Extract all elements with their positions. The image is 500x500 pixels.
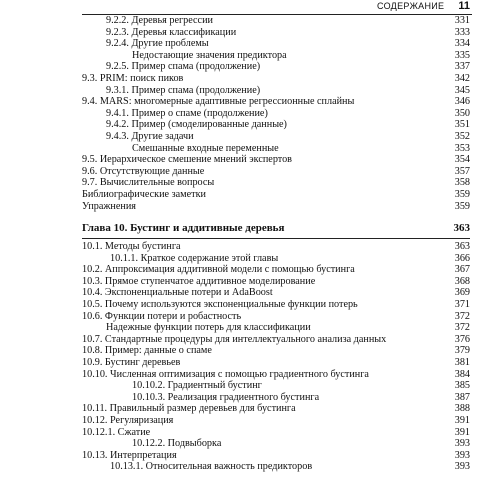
toc-entry[interactable] [82,166,470,178]
page-number: 11 [458,0,470,12]
toc-entry[interactable] [82,450,470,462]
toc-entry[interactable] [82,15,470,27]
toc-entry-page: 368 [454,275,470,287]
toc-entry[interactable] [82,345,470,357]
toc-section-chapter-10 [82,241,470,473]
toc-entry-page: 369 [454,287,470,299]
toc-entry[interactable] [82,96,470,108]
toc-entry-page: 391 [454,426,470,438]
toc-entry-title: 10.5. Почему используются экспоненциальные функции потерь [82,299,358,311]
toc-entry[interactable] [82,427,470,439]
toc-entry-page: 387 [454,391,470,403]
toc-entry-page: 381 [454,357,470,369]
toc-entry-page: 345 [454,84,470,96]
toc-entry-title: 10.2. Аппроксимация аддитивной модели с помощью бустинга [82,264,355,276]
toc-entry-page: 334 [454,38,470,50]
toc-entry[interactable] [82,38,470,50]
toc-entry[interactable] [82,334,470,346]
toc-entry-page: 371 [454,299,470,311]
toc-entry[interactable] [82,73,470,85]
toc-entry[interactable] [82,369,470,381]
toc-entry-title: 9.4.3. Другие задачи [106,130,194,142]
toc-entry-title: 9.4.2. Пример (смоделированные данные) [106,119,287,131]
toc-entry-title: 9.2.3. Деревья классификации [106,26,237,38]
toc-entry-page: 379 [454,345,470,357]
toc-entry[interactable] [82,322,470,334]
toc-entry-page: 354 [454,154,470,166]
toc-entry[interactable] [82,461,470,473]
chapter-rule [82,238,470,239]
table-of-contents [82,15,470,473]
chapter-title: Глава 10. Бустинг и аддитивные деревья [82,222,285,235]
toc-entry-page: 393 [454,461,470,473]
toc-entry[interactable] [82,253,470,265]
toc-entry-title: 9.4.1. Пример о спаме (продолжение) [106,107,268,119]
toc-entry[interactable] [82,311,470,323]
toc-entry-title: 10.10. Численная оптимизация с помощью градиентного бустинга [82,368,369,380]
toc-entry[interactable] [82,264,470,276]
toc-entry[interactable] [82,241,470,253]
toc-entry-title: Надежные функции потерь для классификации [106,322,311,334]
toc-entry[interactable] [82,119,470,131]
toc-entry[interactable] [82,438,470,450]
toc-entry-page: 337 [454,61,470,73]
toc-entry-page: 372 [454,322,470,334]
toc-entry-page: 353 [454,142,470,154]
toc-entry-page: 393 [454,449,470,461]
toc-entry[interactable] [82,85,470,97]
toc-entry-title: 9.6. Отсутствующие данные [82,165,205,177]
toc-entry[interactable] [82,61,470,73]
toc-entry[interactable] [82,154,470,166]
toc-entry-page: 363 [454,241,470,253]
toc-entry-page: 350 [454,107,470,119]
toc-entry[interactable] [82,415,470,427]
toc-entry-title: 9.3. PRIM: поиск пиков [82,72,184,84]
toc-entry[interactable] [82,299,470,311]
toc-entry-title: 9.5. Иерархическое смешение мнений экспертов [82,154,292,166]
toc-entry-title: 9.7. Вычислительные вопросы [82,177,215,189]
toc-entry[interactable] [82,143,470,155]
toc-entry-page: 335 [454,49,470,61]
toc-entry-title: 10.12.2. Подвыборка [132,438,222,450]
toc-entry-page: 359 [454,200,470,212]
toc-entry-page: 346 [454,96,470,108]
toc-entry-title: 9.2.5. Пример спама (продолжение) [106,61,261,73]
toc-section-chapter-9 [82,15,470,212]
toc-entry-title: 10.6. Функции потери и робастность [82,310,242,322]
toc-entry-page: 342 [454,72,470,84]
toc-entry-title: Упражнения [82,200,136,212]
toc-entry[interactable] [82,287,470,299]
toc-entry-page: 367 [454,264,470,276]
toc-entry[interactable] [82,50,470,62]
toc-entry[interactable] [82,189,470,201]
toc-entry-title: Библиографические заметки [82,188,206,200]
toc-entry-title: 10.12. Регуляризация [82,415,174,426]
chapter-page: 363 [453,222,470,235]
toc-entry-page: 358 [454,177,470,189]
toc-entry-page: 351 [454,119,470,131]
toc-entry-page: 391 [454,415,470,426]
toc-entry-title: 10.12.1. Сжатие [82,426,151,438]
toc-entry-title: 9.4. MARS: многомерные адаптивные регрессионные сплайны [82,96,355,108]
toc-entry-page: 393 [454,438,470,450]
toc-entry-page: 388 [454,403,470,415]
toc-entry-page: 359 [454,188,470,200]
toc-entry-page: 352 [454,130,470,142]
toc-entry-page: 384 [454,368,470,380]
toc-entry-title: 10.10.3. Реализация градиентного бустинга [132,391,320,403]
toc-entry-page: 385 [454,380,470,392]
toc-entry-page: 366 [454,252,470,264]
toc-entry-page: 357 [454,165,470,177]
toc-entry-page: 376 [454,333,470,345]
toc-entry[interactable] [82,27,470,39]
toc-entry[interactable] [82,403,470,415]
toc-entry-title: 10.10.2. Градиентный бустинг [132,380,262,392]
toc-entry-title: 10.13.1. Относительная важность предикторов [110,461,313,473]
toc-entry-title: 9.2.4. Другие проблемы [106,38,209,50]
chapter-heading [82,220,470,236]
toc-entry[interactable] [82,201,470,213]
toc-entry-title: Недостающие значения предиктора [132,49,287,61]
running-header [377,0,470,14]
toc-entry-page: 333 [454,26,470,38]
toc-entry[interactable] [82,276,470,288]
toc-entry-title: 10.7. Стандартные процедуры для интеллектуального анализа данных [82,333,387,345]
toc-entry-title: Смешанные входные переменные [132,142,279,154]
toc-entry-title: 10.8. Пример: данные о спаме [82,345,212,357]
toc-entry-page: 331 [454,15,470,26]
toc-entry-title: 10.1. Методы бустинга [82,241,181,253]
toc-entry-title: 10.9. Бустинг деревьев [82,357,181,369]
toc-entry-title: 10.3. Прямое ступенчатое аддитивное моделирование [82,275,316,287]
toc-entry[interactable] [82,108,470,120]
toc-entry[interactable] [82,177,470,189]
toc-entry-title: 10.4. Экспоненциальные потери и AdaBoost [82,287,273,299]
toc-entry-page: 372 [454,310,470,322]
toc-entry[interactable] [82,392,470,404]
section-title: СОДЕРЖАНИЕ [376,1,445,11]
toc-entry[interactable] [82,380,470,392]
toc-entry-title: 10.1.1. Краткое содержание этой главы [110,252,279,264]
toc-entry-title: 9.3.1. Пример спама (продолжение) [106,84,261,96]
toc-entry-title: 10.13. Интерпретация [82,449,177,461]
toc-entry[interactable] [82,131,470,143]
toc-entry-title: 10.11. Правильный размер деревьев для бустинга [82,403,296,415]
toc-entry-title: 9.2.2. Деревья регрессии [106,15,213,26]
toc-entry[interactable] [82,357,470,369]
